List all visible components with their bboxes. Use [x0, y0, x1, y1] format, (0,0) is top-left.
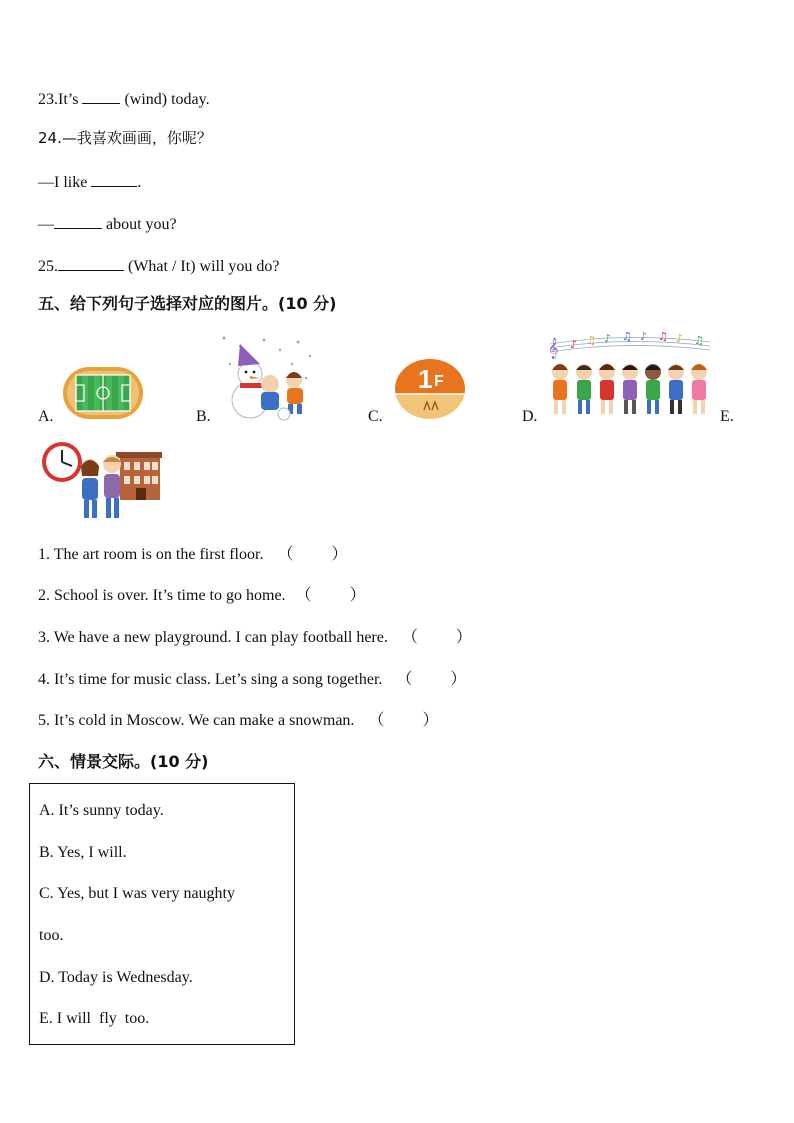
- question-23: 23.It’s (wind) today.: [38, 87, 210, 110]
- football-field-image: [62, 366, 144, 420]
- svg-text:♫: ♫: [694, 334, 704, 347]
- option-e-label: E.: [720, 408, 734, 425]
- first-floor-badge-image: [394, 358, 466, 420]
- question-24-line1: —I like .: [38, 170, 141, 193]
- kids-singing-image: [546, 330, 712, 422]
- answer-paren[interactable]: （ ）: [277, 546, 348, 563]
- sentence-3: 3. We have a new playground. I can play football here. （ ）: [38, 629, 472, 646]
- sentence-4: 4. It’s time for music class. Let’s sing a song together. （ ）: [38, 671, 467, 688]
- svg-text:♫: ♫: [658, 330, 668, 343]
- question-24-prompt: 24.—我喜欢画画，你呢？: [38, 129, 212, 147]
- answer-blank[interactable]: [91, 170, 137, 187]
- svg-text:♪: ♪: [604, 332, 612, 345]
- dialogue-options-box: [29, 783, 295, 1045]
- question-25: 25. (What / It) will you do?: [38, 254, 280, 277]
- sentence-1: 1. The art room is on the first floor. （ ）: [38, 546, 348, 563]
- sentence-5: 5. It’s cold in Moscow. We can make a snowman. （ ）: [38, 712, 439, 729]
- section-5-heading: 五、给下列句子选择对应的图片。(10 分): [38, 294, 337, 313]
- answer-blank[interactable]: [58, 254, 124, 271]
- answer-paren[interactable]: （ ）: [295, 587, 366, 604]
- option-c-label: C.: [368, 408, 383, 425]
- answer-paren[interactable]: （ ）: [401, 629, 472, 646]
- option-line: D. Today is Wednesday.: [39, 969, 193, 986]
- question-24-line2: — about you?: [38, 212, 177, 235]
- option-a-label: A.: [38, 408, 54, 425]
- answer-paren[interactable]: （ ）: [396, 671, 467, 688]
- option-line: too.: [39, 927, 64, 944]
- svg-text:𝄞: 𝄞: [548, 338, 559, 359]
- answer-blank[interactable]: [82, 87, 120, 104]
- svg-text:♫: ♫: [586, 334, 596, 347]
- school-over-image: [40, 440, 162, 524]
- section-6-heading: 六、情景交际。(10 分): [38, 752, 209, 771]
- svg-text:♫: ♫: [622, 330, 632, 343]
- option-line: C. Yes, but I was very naughty: [39, 885, 235, 902]
- svg-text:♪: ♪: [676, 332, 684, 345]
- floor-badge-number: 1: [418, 364, 433, 394]
- option-b-label: B.: [196, 408, 211, 425]
- svg-text:♪: ♪: [640, 330, 648, 343]
- option-line: B. Yes, I will.: [39, 844, 127, 861]
- option-line: E. I will fly too.: [39, 1010, 150, 1027]
- answer-blank[interactable]: [54, 212, 102, 229]
- svg-text:♪: ♪: [570, 338, 578, 351]
- option-d-label: D.: [522, 408, 538, 425]
- snowman-image: [218, 334, 314, 422]
- answer-paren[interactable]: （ ）: [368, 712, 439, 729]
- option-line: A. It’s sunny today.: [39, 802, 164, 819]
- floor-badge-letter: F: [434, 373, 444, 390]
- sentence-2: 2. School is over. It’s time to go home. （ ）: [38, 587, 366, 604]
